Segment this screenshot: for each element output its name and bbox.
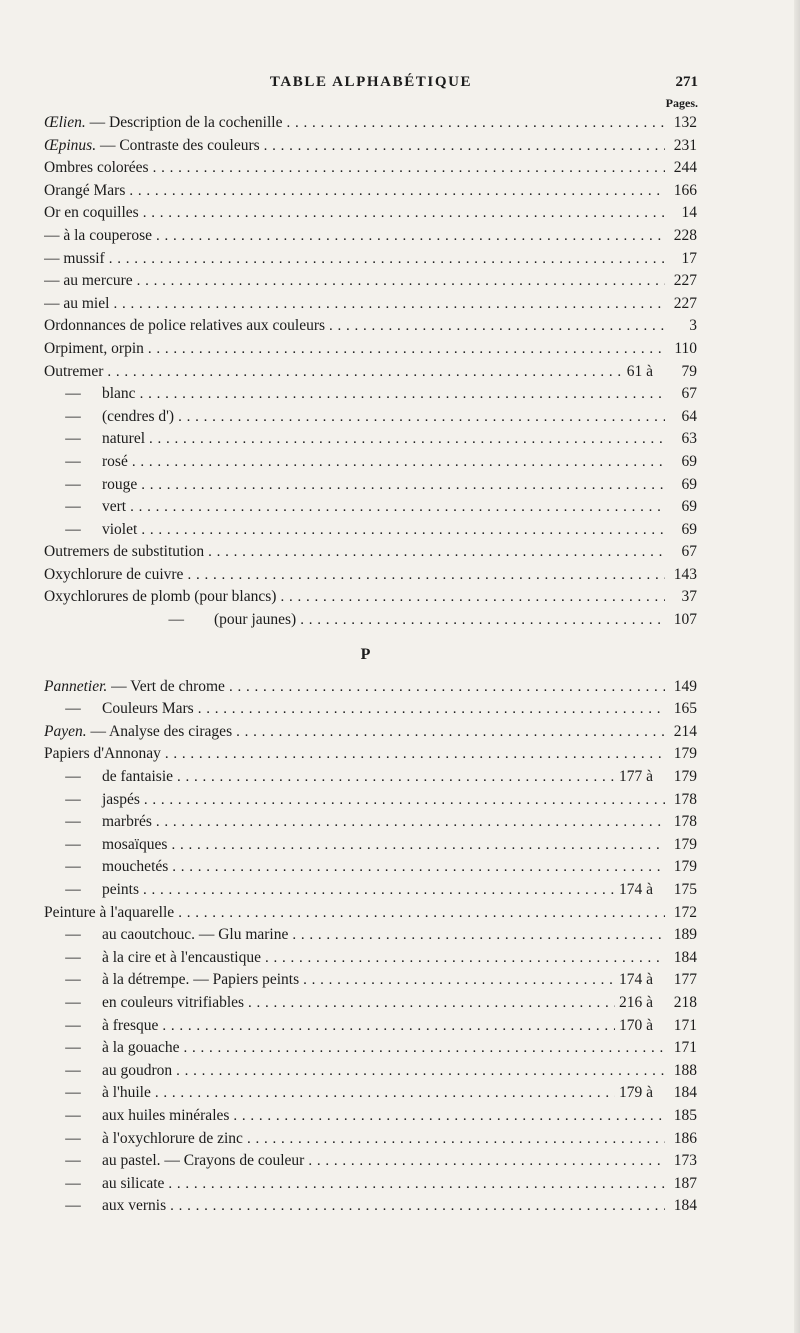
leader-dots bbox=[178, 902, 665, 925]
entry-label bbox=[102, 474, 137, 497]
entry-text: au goudron bbox=[102, 1061, 173, 1079]
page-range-start: 61 à bbox=[626, 362, 653, 380]
entry-label bbox=[44, 676, 225, 699]
page-reference: 67 bbox=[681, 385, 697, 403]
entry-label bbox=[102, 1173, 164, 1196]
entry-dash: — bbox=[65, 1106, 81, 1124]
section-heading: P bbox=[360, 645, 371, 663]
index-entry bbox=[44, 766, 697, 789]
leader-dots bbox=[300, 609, 665, 632]
index-entries bbox=[44, 112, 697, 1218]
entry-text: Or en coquilles bbox=[44, 204, 139, 222]
page-reference: 178 bbox=[673, 790, 697, 808]
entry-text: aux huiles minérales bbox=[102, 1106, 230, 1124]
page-reference: 179 bbox=[673, 858, 697, 876]
page-reference: 218 bbox=[673, 993, 697, 1011]
entry-label bbox=[44, 225, 152, 248]
entry-label bbox=[102, 947, 261, 970]
index-entry bbox=[44, 1105, 697, 1128]
entry-text: rosé bbox=[102, 452, 128, 470]
entry-label bbox=[44, 902, 174, 925]
page-reference: 184 bbox=[673, 1197, 697, 1215]
entry-dash: — bbox=[65, 790, 81, 808]
page-reference: 171 bbox=[673, 1039, 697, 1057]
leader-dots bbox=[233, 1105, 665, 1128]
entry-text: en couleurs vitrifiables bbox=[102, 993, 245, 1011]
entry-dash: — bbox=[65, 948, 81, 966]
entry-label bbox=[102, 428, 145, 451]
index-entry bbox=[44, 406, 697, 429]
entry-label bbox=[102, 1150, 304, 1173]
entry-label bbox=[44, 202, 139, 225]
leader-dots bbox=[148, 338, 665, 361]
index-entry bbox=[44, 157, 697, 180]
entry-label bbox=[102, 698, 194, 721]
page-reference: 177 bbox=[673, 971, 697, 989]
entry-text: au pastel. — Crayons de couleur bbox=[102, 1152, 305, 1170]
index-entry bbox=[44, 698, 697, 721]
index-entry bbox=[44, 315, 697, 338]
entry-text: à la gouache bbox=[102, 1039, 180, 1057]
index-entry bbox=[44, 811, 697, 834]
entry-dash: — bbox=[65, 452, 81, 470]
entry-text: Peinture à l'aquarelle bbox=[44, 903, 175, 921]
entry-dash: — bbox=[65, 520, 81, 538]
leader-dots bbox=[140, 383, 665, 406]
entry-text: marbrés bbox=[102, 813, 152, 831]
entry-label bbox=[102, 1015, 158, 1038]
entry-text: — Description de la cochenille bbox=[89, 114, 283, 131]
entry-text: Orpiment, orpin bbox=[44, 339, 144, 357]
index-entry bbox=[44, 361, 697, 384]
leader-dots bbox=[247, 1128, 665, 1151]
leader-dots bbox=[155, 1082, 615, 1105]
leader-dots bbox=[141, 519, 665, 542]
index-entry bbox=[44, 1060, 697, 1083]
index-entry bbox=[44, 383, 697, 406]
entry-label bbox=[102, 924, 288, 947]
entry-dash: — bbox=[65, 1197, 81, 1215]
index-entry bbox=[44, 879, 697, 902]
entry-text: à la détrempe. — Papiers peints bbox=[102, 971, 300, 989]
index-entry bbox=[44, 947, 697, 970]
leader-dots bbox=[176, 1060, 665, 1083]
entry-label bbox=[102, 519, 137, 542]
entry-label bbox=[102, 496, 126, 519]
page-reference: 143 bbox=[673, 565, 697, 583]
entry-label bbox=[102, 1082, 151, 1105]
index-entry bbox=[44, 1150, 697, 1173]
entry-text: — mussif bbox=[44, 249, 105, 267]
entry-text: à l'oxychlorure de zinc bbox=[102, 1129, 243, 1147]
entry-text: violet bbox=[102, 520, 138, 538]
entry-dash: — bbox=[65, 858, 81, 876]
entry-label bbox=[44, 361, 103, 384]
entry-label bbox=[44, 270, 133, 293]
entry-text: blanc bbox=[102, 385, 136, 403]
entry-text: mosaïques bbox=[102, 835, 168, 853]
entry-label bbox=[44, 586, 276, 609]
entry-label bbox=[102, 969, 299, 992]
page-title: TABLE ALPHABÉTIQUE bbox=[269, 74, 473, 90]
entry-dash: — bbox=[65, 835, 81, 853]
entry-label bbox=[102, 383, 136, 406]
page-reference: 69 bbox=[681, 452, 697, 470]
leader-dots bbox=[153, 157, 665, 180]
entry-text: de fantaisie bbox=[102, 768, 174, 786]
leader-dots bbox=[130, 496, 665, 519]
entry-text: Ombres colorées bbox=[44, 159, 149, 177]
page-range-start: 174 à bbox=[618, 881, 653, 898]
leader-dots bbox=[178, 406, 665, 429]
leader-dots bbox=[177, 766, 615, 789]
page-reference: 79 bbox=[681, 362, 697, 380]
leader-dots bbox=[208, 541, 665, 564]
page-reference: 178 bbox=[673, 813, 697, 831]
entry-text: naturel bbox=[102, 430, 146, 448]
entry-author: Œlien. bbox=[44, 114, 86, 131]
entry-text: Oxychlorure de cuivre bbox=[44, 565, 184, 583]
leader-dots bbox=[329, 315, 665, 338]
leader-dots bbox=[137, 270, 665, 293]
index-entry bbox=[44, 474, 697, 497]
entry-text: — Analyse des cirages bbox=[90, 722, 233, 740]
leader-dots bbox=[107, 361, 622, 384]
index-entry bbox=[44, 135, 697, 158]
page-reference: 69 bbox=[681, 520, 697, 538]
index-entry bbox=[44, 721, 697, 744]
entry-label bbox=[102, 1060, 172, 1083]
index-entry bbox=[44, 225, 697, 248]
leader-dots bbox=[303, 969, 615, 992]
entry-text: Oxychlorures de plomb (pour blancs) bbox=[44, 588, 277, 606]
entry-label bbox=[102, 789, 140, 812]
entry-text: mouchetés bbox=[102, 858, 169, 876]
entry-label bbox=[44, 157, 149, 180]
entry-author: Pannetier. bbox=[44, 677, 108, 695]
leader-dots bbox=[165, 743, 665, 766]
leader-dots bbox=[292, 924, 665, 947]
entry-label bbox=[102, 811, 152, 834]
entry-label bbox=[102, 406, 174, 429]
page-range-start: 177 à bbox=[618, 768, 653, 786]
page-reference: 179 bbox=[673, 745, 697, 763]
leader-dots bbox=[308, 1150, 665, 1173]
entry-text: Outremers de substitution bbox=[44, 543, 205, 561]
entry-text: au silicate bbox=[102, 1174, 165, 1192]
entry-label bbox=[44, 541, 204, 564]
entry-text: Papiers d'Annonay bbox=[44, 745, 161, 763]
leader-dots bbox=[264, 135, 665, 158]
entry-text: peints bbox=[102, 881, 140, 898]
leader-dots bbox=[144, 789, 665, 812]
entry-text: Ordonnances de police relatives aux couleurs bbox=[44, 317, 326, 335]
entry-text: à l'huile bbox=[102, 1084, 151, 1102]
entry-label bbox=[44, 743, 161, 766]
leader-dots bbox=[265, 947, 665, 970]
leader-dots bbox=[286, 112, 665, 135]
index-entry bbox=[44, 541, 697, 564]
entry-author: Œpinus. bbox=[44, 136, 97, 154]
page-reference: 189 bbox=[673, 926, 697, 944]
page-reference: 63 bbox=[681, 430, 697, 448]
page-reference: 67 bbox=[681, 543, 697, 561]
leader-dots bbox=[236, 721, 665, 744]
entry-dash: — bbox=[65, 385, 81, 403]
page-edge bbox=[794, 0, 800, 1333]
entry-dash: — bbox=[65, 1174, 81, 1192]
entry-dash: — bbox=[65, 1039, 81, 1057]
entry-text: (pour jaunes) bbox=[214, 611, 297, 629]
leader-dots bbox=[129, 180, 665, 203]
index-entry bbox=[44, 743, 697, 766]
entry-dash: — bbox=[65, 498, 81, 516]
page-reference: 69 bbox=[681, 498, 697, 516]
index-entry bbox=[44, 1015, 697, 1038]
entry-text: — Vert de chrome bbox=[111, 677, 225, 695]
index-entry bbox=[44, 293, 697, 316]
entry-dash: — bbox=[65, 993, 81, 1011]
entry-dash: — bbox=[65, 1152, 81, 1170]
page-reference: 227 bbox=[673, 294, 697, 312]
leader-dots bbox=[168, 1173, 665, 1196]
leader-dots bbox=[170, 1195, 665, 1218]
leader-dots bbox=[187, 564, 665, 587]
leader-dots bbox=[143, 202, 665, 225]
entry-text: Orangé Mars bbox=[44, 181, 126, 199]
leader-dots bbox=[156, 811, 665, 834]
entry-label bbox=[102, 451, 128, 474]
page-reference: 165 bbox=[673, 700, 697, 718]
entry-text: — au mercure bbox=[44, 272, 133, 290]
entry-text: à la cire et à l'encaustique bbox=[102, 948, 261, 966]
running-header bbox=[44, 74, 698, 96]
entry-label bbox=[44, 721, 232, 744]
page-reference: 69 bbox=[681, 475, 697, 493]
page-reference: 187 bbox=[673, 1174, 697, 1192]
entry-dash: — bbox=[65, 1016, 81, 1034]
leader-dots bbox=[141, 474, 665, 497]
entry-dash: — bbox=[65, 475, 81, 493]
entry-label bbox=[102, 1195, 166, 1218]
page-range-start: 216 à bbox=[618, 993, 653, 1011]
leader-dots bbox=[229, 676, 665, 699]
page-number: 271 bbox=[675, 74, 698, 90]
entry-text: vert bbox=[102, 498, 127, 516]
entry-label bbox=[44, 338, 144, 361]
page-reference: 17 bbox=[681, 249, 697, 267]
entry-label bbox=[102, 879, 139, 902]
index-entry bbox=[44, 1195, 697, 1218]
leader-dots bbox=[156, 225, 665, 248]
page-reference: 188 bbox=[673, 1061, 697, 1079]
entry-text: à fresque bbox=[102, 1016, 159, 1034]
page-range-start: 179 à bbox=[618, 1084, 653, 1102]
leader-dots bbox=[172, 856, 665, 879]
index-entry bbox=[44, 609, 697, 632]
entry-label bbox=[102, 834, 167, 857]
page-reference: 228 bbox=[673, 226, 697, 244]
index-entry bbox=[44, 676, 697, 699]
index-entry bbox=[44, 338, 697, 361]
entry-label bbox=[44, 135, 260, 158]
page-reference: 64 bbox=[681, 407, 697, 425]
leader-dots bbox=[109, 248, 665, 271]
leader-dots bbox=[113, 293, 665, 316]
leader-dots bbox=[143, 879, 615, 902]
entry-text: au caoutchouc. — Glu marine bbox=[102, 926, 289, 944]
page-reference: 166 bbox=[673, 181, 697, 199]
page-reference: 107 bbox=[673, 611, 697, 629]
index-entry bbox=[44, 1173, 697, 1196]
index-entry bbox=[44, 451, 697, 474]
leader-dots bbox=[149, 428, 665, 451]
index-entry bbox=[44, 856, 697, 879]
entry-label bbox=[44, 112, 282, 135]
page-reference: 214 bbox=[673, 722, 697, 740]
leader-dots bbox=[280, 586, 665, 609]
page-reference: 244 bbox=[673, 159, 697, 177]
entry-label bbox=[44, 180, 125, 203]
page-reference: 231 bbox=[673, 136, 697, 154]
index-entry bbox=[44, 969, 697, 992]
entry-text: (cendres d') bbox=[102, 407, 175, 425]
page-reference: 186 bbox=[673, 1129, 697, 1147]
page-reference: 173 bbox=[673, 1152, 697, 1170]
index-entry bbox=[44, 519, 697, 542]
entry-dash: — bbox=[65, 1061, 81, 1079]
entry-text: Outremer bbox=[44, 362, 104, 380]
page-reference: 184 bbox=[673, 1084, 697, 1102]
entry-label bbox=[102, 856, 168, 879]
entry-label bbox=[44, 293, 109, 316]
leader-dots bbox=[248, 992, 615, 1015]
entry-dash: — bbox=[65, 1129, 81, 1147]
entry-dash: — bbox=[65, 430, 81, 448]
page-reference: 185 bbox=[673, 1106, 697, 1124]
leader-dots bbox=[162, 1015, 615, 1038]
page-reference: 227 bbox=[673, 272, 697, 290]
leader-dots bbox=[171, 834, 665, 857]
index-entry bbox=[44, 924, 697, 947]
entry-dash: — bbox=[65, 926, 81, 944]
entry-dash: — bbox=[65, 971, 81, 989]
pages-column-label: Pages. bbox=[665, 96, 698, 110]
index-entry bbox=[44, 834, 697, 857]
entry-label bbox=[102, 1128, 243, 1151]
entry-label bbox=[102, 1105, 229, 1128]
entry-text: — au miel bbox=[44, 294, 110, 312]
entry-text: rouge bbox=[102, 475, 138, 493]
entry-text: Couleurs Mars bbox=[102, 700, 194, 718]
entry-dash: — bbox=[65, 700, 81, 718]
page-reference: 179 bbox=[673, 768, 697, 786]
index-entry bbox=[44, 902, 697, 925]
page-reference: 171 bbox=[673, 1016, 697, 1034]
page-reference: 179 bbox=[673, 835, 697, 853]
page-reference: 175 bbox=[673, 881, 697, 898]
page-reference: 3 bbox=[689, 317, 697, 335]
entry-author: Payen. bbox=[44, 722, 87, 740]
index-entry bbox=[44, 1128, 697, 1151]
page-range-start: 170 à bbox=[618, 1016, 653, 1034]
index-entry bbox=[44, 1082, 697, 1105]
index-entry bbox=[44, 586, 697, 609]
index-entry bbox=[44, 270, 697, 293]
entry-label bbox=[44, 564, 183, 587]
leader-dots bbox=[198, 698, 665, 721]
index-entry bbox=[44, 992, 697, 1015]
page-reference: 149 bbox=[673, 677, 697, 695]
page-reference: 37 bbox=[681, 588, 697, 606]
entry-label bbox=[102, 766, 173, 789]
page-reference: 110 bbox=[674, 339, 697, 357]
index-entry bbox=[44, 112, 697, 135]
index-entry bbox=[44, 564, 697, 587]
entry-dash: — bbox=[65, 813, 81, 831]
entry-label bbox=[102, 1037, 179, 1060]
entry-text: jaspés bbox=[102, 790, 140, 808]
entry-dash: — bbox=[65, 1084, 81, 1102]
page-reference: 184 bbox=[673, 948, 697, 966]
page-range-start: 174 à bbox=[618, 971, 653, 989]
index-entry bbox=[44, 248, 697, 271]
leader-dots bbox=[183, 1037, 665, 1060]
index-entry bbox=[44, 202, 697, 225]
index-entry bbox=[44, 180, 697, 203]
index-entry bbox=[44, 496, 697, 519]
entry-label bbox=[214, 609, 296, 632]
entry-label bbox=[102, 992, 244, 1015]
entry-dash: — bbox=[65, 407, 81, 425]
entry-label bbox=[44, 248, 105, 271]
entry-dash: — bbox=[65, 768, 81, 786]
entry-text: — Contraste des couleurs bbox=[99, 136, 260, 154]
index-entry bbox=[44, 1037, 697, 1060]
entry-label bbox=[44, 315, 325, 338]
page-reference: 172 bbox=[673, 903, 697, 921]
page-reference: 14 bbox=[681, 204, 697, 222]
index-entry bbox=[44, 789, 697, 812]
entry-dash: — bbox=[65, 881, 81, 898]
page-reference: 132 bbox=[673, 114, 697, 131]
entry-text: aux vernis bbox=[102, 1197, 167, 1215]
entry-text: — à la couperose bbox=[44, 226, 153, 244]
index-entry bbox=[44, 428, 697, 451]
entry-dash: — bbox=[168, 611, 184, 629]
leader-dots bbox=[132, 451, 665, 474]
